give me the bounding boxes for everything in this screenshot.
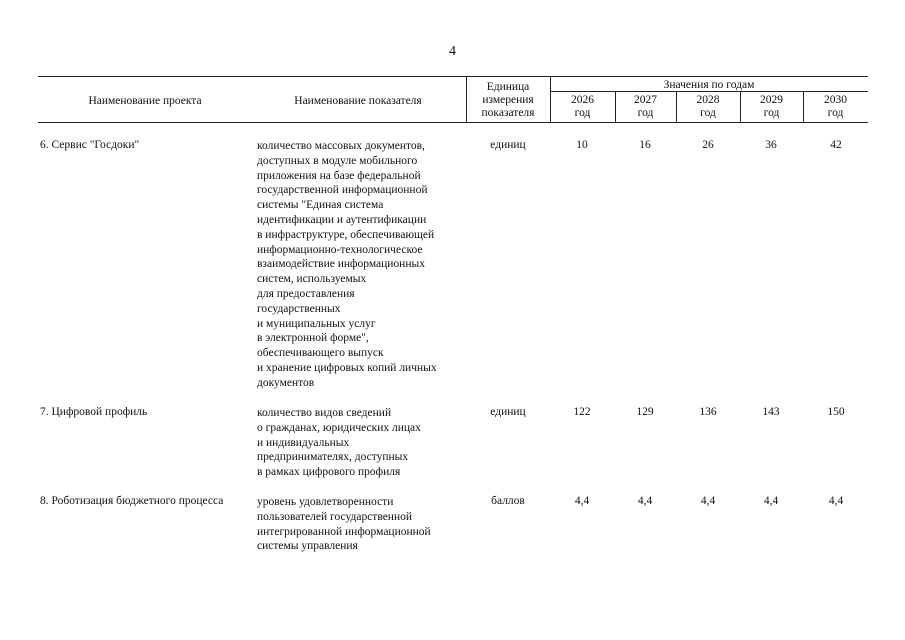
row-7-indicator: количество видов сведений о гражданах, юридических лицах и индивидуальных предпринимателях, доступных в рамках цифрового профиля <box>257 407 421 479</box>
header-unit: Единица измерения показателя <box>481 81 535 119</box>
row-8-value-2030: 4,4 <box>828 495 844 507</box>
row-7-project: 7. Цифровой профиль <box>40 406 148 418</box>
row-7-value-2028: 136 <box>699 406 717 418</box>
row-8-indicator: уровень удовлетворенности пользователей государственной интегрированной информационной системы управления <box>257 496 431 553</box>
row-7-value-2026: 122 <box>573 406 591 418</box>
row-6-project: 6. Сервис "Госдоки" <box>40 139 140 151</box>
row-6-value-2030: 42 <box>830 139 842 151</box>
row-8-project: 8. Роботизация бюджетного процесса <box>40 495 224 507</box>
row-8-unit: баллов <box>491 495 525 507</box>
row-7-value-2030: 150 <box>827 406 845 418</box>
row-6-value-2026: 10 <box>576 139 588 151</box>
row-8-value-2029: 4,4 <box>763 495 779 507</box>
row-6-value-2027: 16 <box>639 139 651 151</box>
row-6-value-2029: 36 <box>765 139 777 151</box>
row-6-indicator: количество массовых документов, доступных в модуле мобильного приложения на базе федеральной государственной информационной системы "Единая система идентификации и аутентификации в инфраструктуре, обеспечивающей информационно-технологическое взаимодействие информационных систем, используемых для предоставления государственных и муниципальных услуг в электронной форме", обеспечивающего выпуск и хранение цифровых копий личных документов <box>257 140 437 389</box>
header-year-2028: 2028 год <box>696 94 720 119</box>
row-7-value-2027: 129 <box>636 406 654 418</box>
table-top-border <box>38 76 868 77</box>
row-8-value-2026: 4,4 <box>574 495 590 507</box>
header-indicator: Наименование показателя <box>294 95 422 107</box>
row-6-unit: единиц <box>490 139 526 151</box>
row-7-unit: единиц <box>490 406 526 418</box>
row-8-value-2027: 4,4 <box>637 495 653 507</box>
header-bottom-border <box>38 122 868 123</box>
row-6-value-2028: 26 <box>702 139 714 151</box>
header-project: Наименование проекта <box>88 95 202 107</box>
header-year-2029: 2029 год <box>760 94 783 119</box>
page-number: 4 <box>449 44 456 59</box>
header-year-2030: 2030 год <box>824 94 847 119</box>
row-7-value-2029: 143 <box>762 406 780 418</box>
header-year-2027: 2027 год <box>634 94 657 119</box>
header-year-2026: 2026 год <box>571 94 594 119</box>
header-values-by-year: Значения по годам <box>663 79 755 91</box>
row-8-value-2028: 4,4 <box>700 495 716 507</box>
